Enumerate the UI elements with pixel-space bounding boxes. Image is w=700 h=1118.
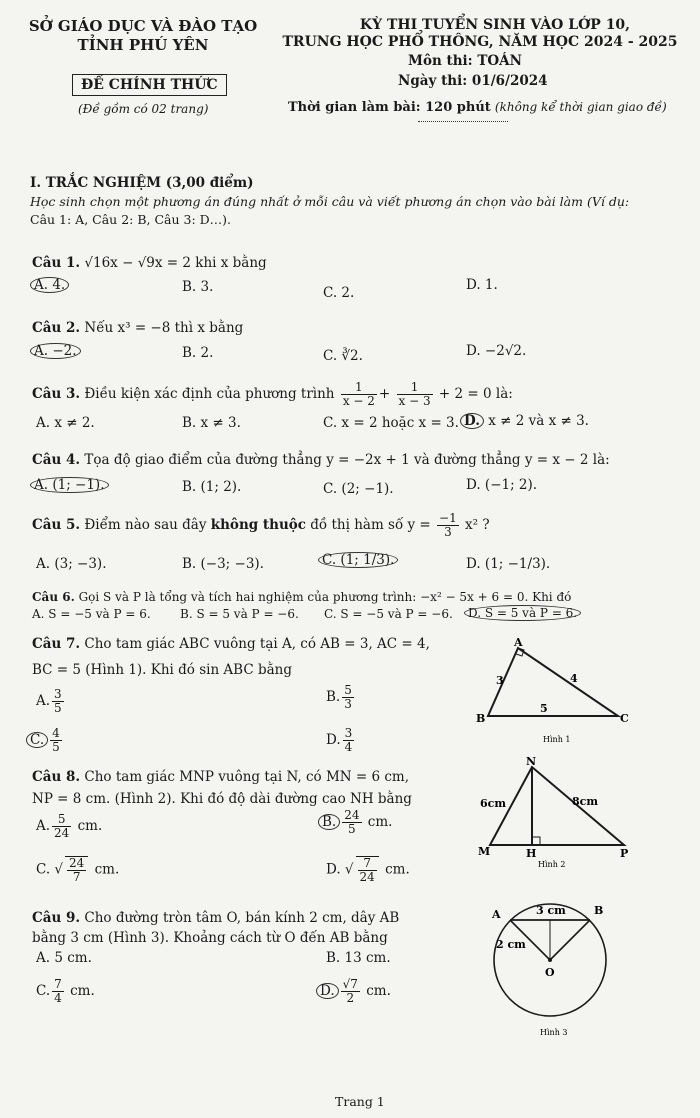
q2-option-b: B. 2.	[182, 345, 214, 361]
fig3-center-o: O	[545, 966, 555, 979]
q8-option-a: A. $\frac{5}{24}$ cm.	[36, 812, 103, 840]
q7-option-b: B. $\frac{5}{3}$	[326, 683, 352, 711]
fig1-vertex-b: B	[476, 712, 486, 725]
question-1-expression: √16x − √9x = 2	[84, 255, 191, 271]
fig3-chord-ab: 3 cm	[536, 904, 566, 917]
fig1-vertex-c: C	[620, 712, 629, 725]
q7-option-a: A. $\frac{3}{5}$	[36, 687, 62, 715]
fig3-caption: Hình 3	[540, 1028, 568, 1037]
q3-fraction-1: $\frac{1}{x - 2}$	[342, 380, 375, 408]
q9-option-c: C. $\frac{7}{4}$ cm.	[36, 977, 95, 1005]
question-8-label: Câu 8.	[32, 769, 81, 785]
q4-option-a: A. (1; −1).	[30, 477, 109, 493]
exam-title-line1: KỲ THI TUYỂN SINH VÀO LỚP 10,	[359, 17, 631, 33]
q3-option-c: C. x = 2 hoặc x = 3.	[323, 415, 459, 431]
q3-option-b: B. x ≠ 3.	[182, 415, 241, 431]
duration-label: Thời gian làm bài: 120 phút	[288, 100, 491, 115]
fig3-point-a: A	[492, 908, 501, 921]
fig3-radius: 2 cm	[496, 938, 526, 951]
fig1-vertex-a: A	[514, 636, 523, 649]
q4-option-b: B. (1; 2).	[182, 479, 242, 495]
page-number: Trang 1	[335, 1094, 385, 1109]
fig1-side-ab: 3	[496, 674, 504, 687]
section-title: I. TRẮC NGHIỆM (3,00 điểm)	[30, 175, 254, 191]
q1-option-c: C. 2.	[323, 285, 355, 301]
q9-option-b: B. 13 cm.	[326, 950, 391, 966]
question-8-line1: Câu 8. Cho tam giác MNP vuông tại N, có MN = 6 cm,	[32, 769, 410, 785]
q8-option-c: C. √ $\frac{24}{7}$ cm.	[36, 856, 120, 884]
fig2-vertex-p: P	[620, 847, 629, 860]
fig2-caption: Hình 2	[538, 860, 566, 869]
q6-option-b: B. S = 5 và P = −6.	[180, 607, 299, 621]
q2-option-a: A. −2.	[30, 343, 81, 359]
q3-option-a: A. x ≠ 2.	[36, 415, 95, 431]
question-7-line1: Câu 7. Cho tam giác ABC vuông tại A, có AB = 3, AC = 4,	[32, 636, 430, 652]
fig2-vertex-m: M	[478, 845, 491, 858]
q5-option-d: D. (1; −1/3).	[466, 556, 551, 572]
question-4	[32, 452, 610, 468]
question-2-label: Câu 2.	[32, 320, 81, 336]
fig1-caption: Hình 1	[543, 735, 571, 744]
fig1-side-bc: 5	[540, 702, 548, 715]
q1-option-d: D. 1.	[466, 277, 498, 293]
duration-note: (không kể thời gian giao đề)	[494, 100, 667, 114]
q5-fraction: $\frac{-1}{3}$	[439, 511, 457, 539]
exam-title-line2: TRUNG HỌC PHỔ THÔNG, NĂM HỌC 2024 - 2025	[282, 34, 678, 50]
question-2-text: Nếu x³ = −8 thì x bằng	[84, 320, 244, 336]
pages-note: (Đề gồm có 02 trang)	[78, 102, 209, 116]
q3-fraction-2: $\frac{1}{x - 3}$	[398, 380, 431, 408]
fig2-vertex-h: H	[526, 847, 537, 860]
q6-option-d: D. S = 5 và P = 6.	[464, 605, 581, 621]
question-7-line2: BC = 5 (Hình 1). Khi đó sin ABC bằng	[32, 662, 293, 678]
question-3-label: Câu 3.	[32, 386, 81, 402]
q6-option-c: C. S = −5 và P = −6.	[324, 607, 453, 621]
fig1-side-ac: 4	[570, 672, 578, 685]
fig2-vertex-n: N	[526, 755, 537, 768]
figure-1-triangle	[468, 636, 638, 751]
province-name: TỈNH PHÚ YÊN	[77, 36, 209, 54]
q8-option-d: D. √ $\frac{7}{24}$ cm.	[326, 856, 410, 884]
question-6-text: Gọi S và P là tổng và tích hai nghiệm của phương trình: −x² − 5x + 6 = 0. Khi đó	[78, 590, 572, 604]
question-1	[32, 255, 267, 271]
question-9-line1: Câu 9. Cho đường tròn tâm O, bán kính 2 cm, dây AB	[32, 910, 400, 926]
question-5-label: Câu 5.	[32, 517, 81, 533]
q1-option-a: A. 4.	[30, 277, 69, 293]
q7-option-c: C. $\frac{4}{5}$	[26, 727, 64, 754]
subject: Môn thi: TOÁN	[408, 53, 522, 69]
fig2-side-np: 8cm	[572, 795, 598, 808]
official-stamp: ĐỀ CHÍNH THỨC	[72, 74, 227, 96]
question-6-label: Câu 6.	[32, 590, 75, 604]
q9-option-a: A. 5 cm.	[36, 950, 92, 966]
q5-option-b: B. (−3; −3).	[182, 556, 264, 572]
fig2-side-mn: 6cm	[480, 797, 506, 810]
q5-option-c: C. (1; 1/3).	[318, 552, 398, 568]
q9-option-d: D. $\frac{√7}{2}$ cm.	[316, 978, 391, 1005]
q1-option-b: B. 3.	[182, 279, 214, 295]
q5-emphasis: không thuộc	[210, 517, 306, 533]
question-4-label: Câu 4.	[32, 452, 81, 468]
section-instruction-1: Học sinh chọn một phương án đúng nhất ở mỗi câu và viết phương án chọn vào bài làm (Ví dụ:	[30, 194, 630, 209]
question-3-tail: + 2 = 0 là:	[438, 386, 513, 402]
question-1-text: khi x bằng	[195, 255, 267, 271]
q3-option-d: D. x ≠ 2 và x ≠ 3.	[460, 413, 589, 429]
q2-option-d: D. −2√2.	[466, 343, 527, 359]
q5-option-a: A. (3; −3).	[36, 556, 107, 572]
figure-3-circle	[484, 898, 614, 1038]
q8-option-b: B. $\frac{24}{5}$ cm.	[318, 809, 392, 836]
question-3: Câu 3. Điều kiện xác định của phương trình $\frac{1}{x - 2}$ + $\frac{1}{x - 3}$ + 2 = 0 là:	[32, 380, 513, 408]
question-5: Câu 5. Điểm nào sau đây không thuộc đồ thị hàm số y = $\frac{-1}{3}$ x² ?	[32, 511, 490, 539]
question-9-label: Câu 9.	[32, 910, 81, 926]
question-7-label: Câu 7.	[32, 636, 81, 652]
department-name: SỞ GIÁO DỤC VÀ ĐÀO TẠO	[28, 17, 258, 35]
exam-date: Ngày thi: 01/6/2024	[398, 73, 548, 89]
question-1-label: Câu 1.	[32, 255, 81, 271]
question-9-line2: bằng 3 cm (Hình 3). Khoảng cách từ O đến AB bằng	[32, 930, 388, 946]
q4-option-c: C. (2; −1).	[323, 481, 394, 497]
question-6	[32, 590, 571, 604]
question-4-text: Tọa độ giao điểm của đường thẳng y = −2x + 1 và đường thẳng y = x − 2 là:	[84, 452, 610, 468]
q6-option-a: A. S = −5 và P = 6.	[32, 607, 151, 621]
q2-option-c: C. ∛2.	[323, 348, 363, 364]
question-3-text: Điều kiện xác định của phương trình	[84, 386, 335, 402]
question-8-line2: NP = 8 cm. (Hình 2). Khi đó độ dài đường cao NH bằng	[32, 791, 412, 807]
duration	[288, 100, 667, 115]
fig3-point-b: B	[594, 904, 604, 917]
section-instruction-2: Câu 1: A, Câu 2: B, Câu 3: D…).	[30, 212, 232, 227]
q7-option-d: D. $\frac{3}{4}$	[326, 726, 353, 754]
header-divider	[418, 121, 508, 122]
figure-2-triangle	[472, 755, 642, 873]
question-2	[32, 320, 243, 336]
q4-option-d: D. (−1; 2).	[466, 477, 538, 493]
